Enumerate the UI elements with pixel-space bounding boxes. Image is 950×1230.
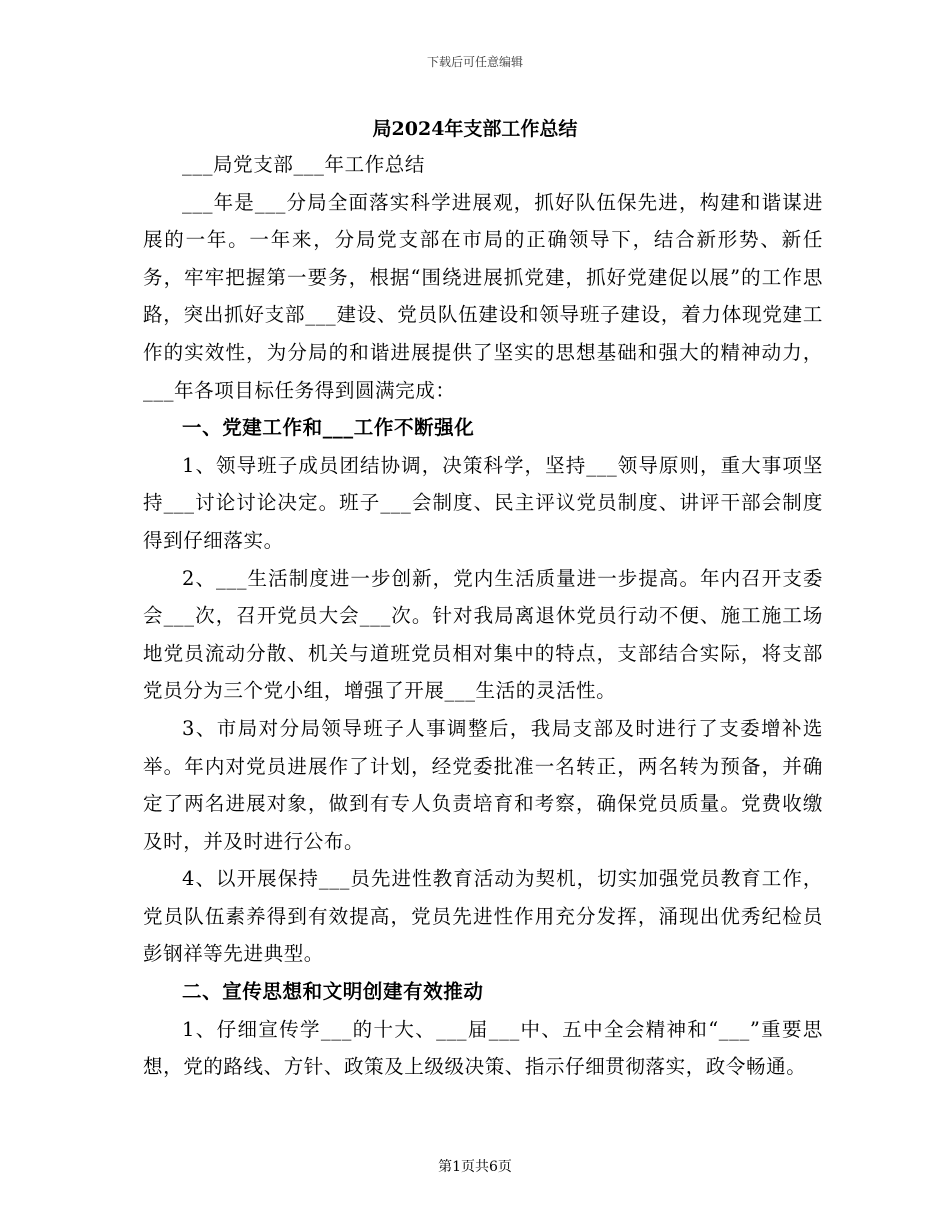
page-header: 下载后可任意编辑 [426,55,523,69]
document-body [143,146,823,1086]
body-paragraph: 2、___生活制度进一步创新，党内生活质量进一步提高。年内召开支委会___次，召开党员大会___次。针对我局离退休党员行动不便、施工施工场地党员流动分散、机关与道班党员相对集中的特点，支部结合实际，将支部党员分为三个党小组，增强了开展___生活的灵活性。 [143,566,823,703]
page-footer: 第1页共6页 [438,1159,512,1175]
section-heading: 二、宣传思想和文明创建有效推动 [182,980,484,1004]
body-paragraph: 3、市局对分局领导班子人事调整后，我局支部及时进行了支委增补选举。年内对党员进展作了计划，经党委批准一名转正，两名转为预备，并确定了两名进展对象，做到有专人负责培育和考察，确保党员质量。党费收缴及时，并及时进行公布。 [143,716,823,853]
section-heading: 一、党建工作和___工作不断强化 [182,416,475,440]
body-paragraph: 1、领导班子成员团结协调，决策科学，坚持___领导原则，重大事项坚持___讨论讨论决定。班子___会制度、民主评议党员制度、讲评干部会制度得到仔细落实。 [143,453,823,552]
subtitle-paragraph: ___局党支部___年工作总结 [182,153,425,176]
body-paragraph: 1、仔细宣传学___的十大、___届___中、五中全会精神和“___”重要思想，党的路线、方针、政策及上级级决策、指示仔细贯彻落实，政令畅通。 [143,1017,823,1079]
body-paragraph: 4、以开展保持___员先进性教育活动为契机，切实加强党员教育工作，党员队伍素养得到有效提高，党员先进性作用充分发挥，涌现出优秀纪检员彭钢祥等先进典型。 [143,867,823,966]
document-title: 局2024年支部工作总结 [372,118,578,140]
intro-paragraph: ___年是___分局全面落实科学进展观，抓好队伍保先进，构建和谐谋进展的一年。一年来，分局党支部在市局的正确领导下，结合新形势、新任务，牢牢把握第一要务，根据“围绕进展抓党建，抓好党建促以展”的工作思路，突出抓好支部___建设、党员队伍建设和领导班子建设，着力体现党建工作的实效性，为分局的和谐进展提供了坚实的思想基础和强大的精神动力，___年各项目标任务得到圆满完成： [143,190,823,402]
